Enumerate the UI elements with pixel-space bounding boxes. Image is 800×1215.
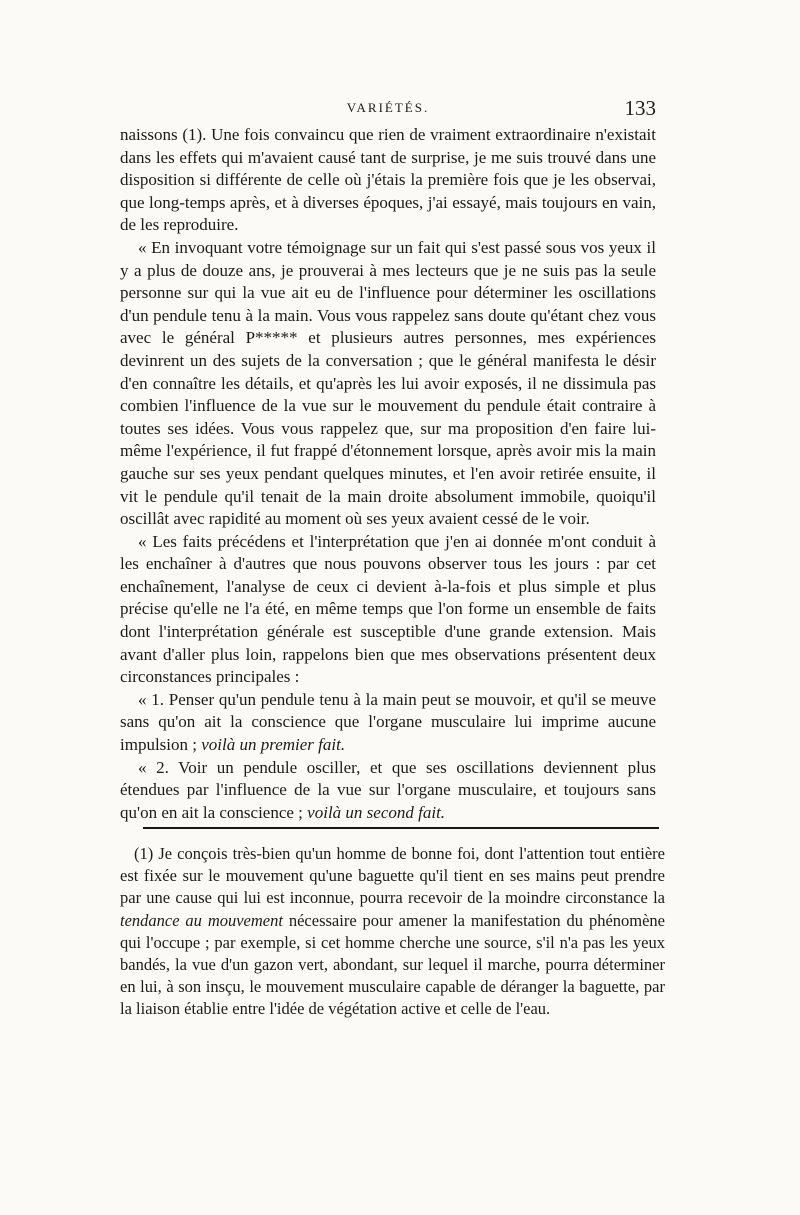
paragraph-2: « En invoquant votre témoignage sur un fait qui s'est passé sous vos yeux il y a plus de douze ans, je prouverai à mes lecteurs que je ne suis pas la seule personne sur qui la vue ait eu de l'influence pour déterminer les oscillations d'un pendule tenu à la main. Vous vous rappelez sans doute qu'étant chez vous avec le général P***** et plusieurs autres personnes, mes expériences devinrent un des sujets de la conversation ; que le général manifesta le désir d'en connaître les détails, et qu'après les lui avoir exposés, il ne dissimula pas combien l'influence de la vue sur le mouvement du pendule était contraire à toutes ses idées. Vous vous rappelez que, sur ma proposition d'en faire lui-même l'expérience, il fut frappé d'étonnement lorsque, après avoir mis la main gauche sur ses yeux pendant quelques minutes, et l'en avoir retirée ensuite, il vit le pendule qu'il tenait de la main droite absolument immobile, quoiqu'il oscillât avec rapidité au moment où ses yeux avaient cessé de le voir.	[120, 237, 656, 529]
paragraph-4	[120, 689, 656, 757]
main-text	[120, 124, 656, 824]
footnote	[120, 843, 665, 1021]
footnote-separator	[143, 827, 659, 829]
first-fact-text: « 1. Penser qu'un pendule tenu à la main peut se mouvoir, et qu'il se meuve sans qu'on ait la conscience que l'organe musculaire lui imprime aucune impulsion ;	[120, 689, 656, 755]
second-fact-text: « 2. Voir un pendule osciller, et que ses oscillations deviennent plus étendues par l'influence de la vue sur l'organe musculaire, et toujours sans qu'on en ait la conscience ;	[120, 757, 656, 822]
first-fact-conclusion: voilà un premier fait.	[201, 735, 346, 755]
footnote-paragraph	[120, 843, 665, 1021]
page-header	[120, 96, 656, 126]
page-number: 133	[624, 96, 656, 120]
paragraph-5	[120, 757, 656, 825]
footnote-text-b: nécessaire pour amener la manifestation du phénomène qui l'occupe ; par exemple, si cet homme cherche une source, s'il n'a pas les yeux bandés, la vue d'un gazon vert, abondant, sur lequel il marche, pourra déterminer en lui, à son insçu, le mouvement musculaire capable de déranger la baguette, par la liaison établie entre l'idée de végétation active et celle de l'eau.	[120, 910, 665, 1019]
paragraph-1: naissons (1). Une fois convaincu que rien de vraiment extraordinaire n'existait dans les effets qui m'avaient causé tant de surprise, je me suis trouvé dans une disposition si différente de celle où j'étais la première fois que je les observai, que long-temps après, et à diverses époques, j'ai essayé, mais toujours en vain, de les reproduire.	[120, 125, 656, 235]
running-title: VARIÉTÉS.	[346, 100, 430, 115]
paragraph-3: « Les faits précédens et l'interprétation que j'en ai donnée m'ont conduit à les enchaîner à d'autres que nous pouvons observer tous les jours : par cet enchaînement, l'analyse de ceux ci devient à-la-fois et plus simple et plus précise qu'elle ne l'a été, en même temps que l'on forme un ensemble de faits dont l'interprétation générale est susceptible d'une grande extension. Mais avant d'aller plus loin, rappelons bien que mes observations présentent deux circonstances principales :	[120, 531, 656, 687]
footnote-text-a: (1) Je conçois très-bien qu'un homme de bonne foi, dont l'attention tout entière est fixée sur le mouvement qu'une baguette qu'il tient en ses mains peut prendre par une cause qui lui est inconnue, pourra recevoir de la moindre circonstance la	[120, 844, 665, 908]
second-fact-conclusion: voilà un second fait.	[307, 802, 446, 822]
footnote-emphasis: tendance au mouvement	[120, 910, 283, 930]
